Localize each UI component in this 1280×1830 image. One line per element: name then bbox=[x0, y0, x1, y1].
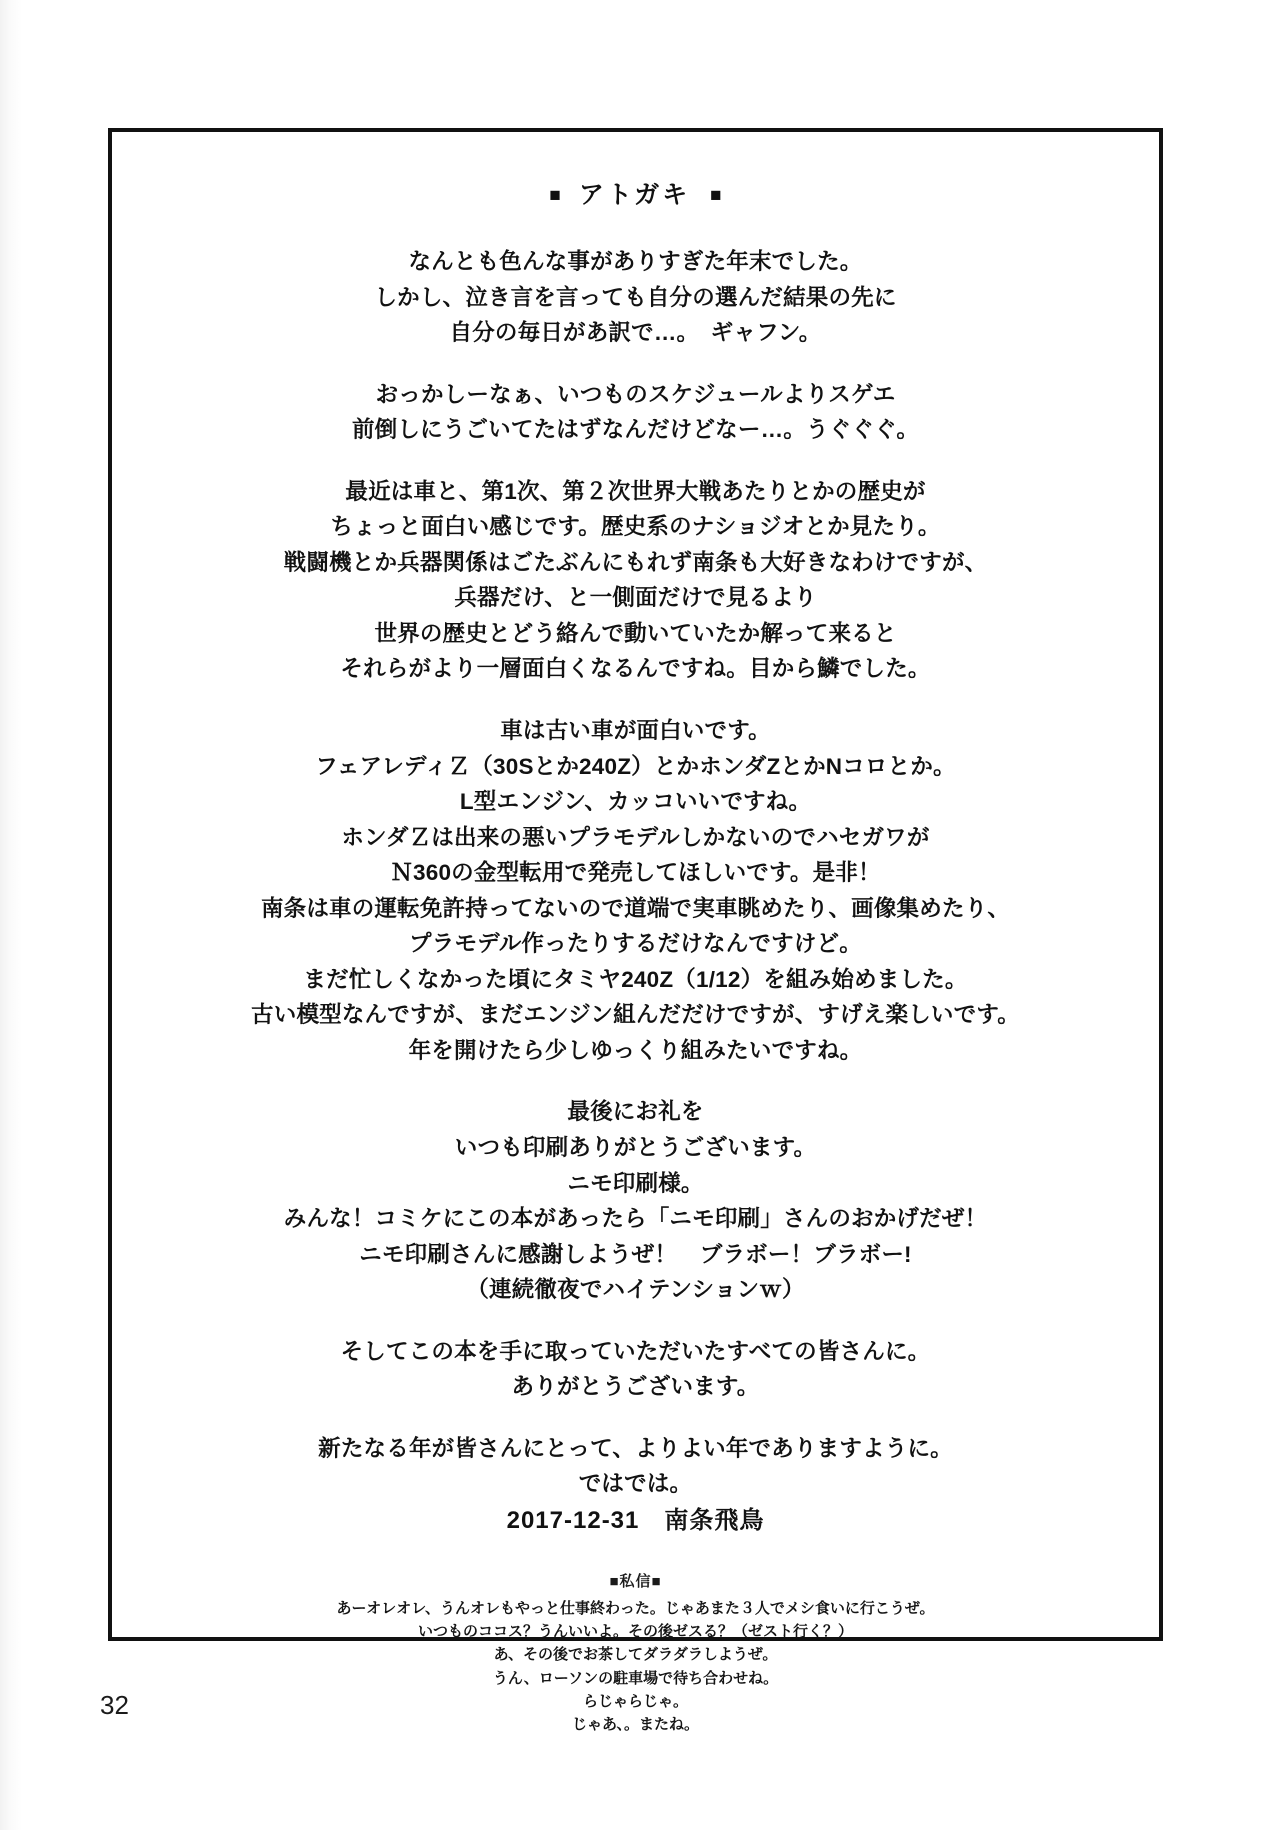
paragraph-5 bbox=[146, 1094, 1125, 1307]
paragraph-1 bbox=[146, 244, 1125, 351]
text-line: 古い模型なんですが、まだエンジン組んだだけですが、すげえ楽しいです。 bbox=[251, 1002, 1020, 1028]
text-line: ホンダＺは出来の悪いプラモデルしかないのでハセガワが bbox=[341, 824, 930, 850]
text-line: ニモ印刷さんに感謝しようぜ！ ブラボー！ブラボー! bbox=[359, 1241, 912, 1267]
text-line: （連続徹夜でハイテンションｗ） bbox=[466, 1277, 805, 1303]
text-line: 南条は車の運転免許持ってないので道端で実車眺めたり、画像集めたり、 bbox=[260, 895, 1011, 921]
signature-line: 2017-12-31 南条飛鳥 bbox=[506, 1506, 765, 1534]
text-line: フェアレディＺ（30Sとか240Z）とかホンダZとかNコロとか。 bbox=[315, 753, 956, 779]
text-line: あーオレオレ、うんオレもやっと仕事終わった。じゃあまた３人でメシ食いに行こうぜ。 bbox=[336, 1599, 935, 1617]
text-line: ニモ印刷様。 bbox=[567, 1170, 704, 1196]
text-line: 最近は車と、第1次、第２次世界大戦あたりとかの歴史が bbox=[345, 478, 926, 504]
text-line: L型エンジン、カッコいいですね。 bbox=[459, 789, 812, 815]
text-line: 前倒しにうごいてたはずなんだけどなー…。うぐぐぐ。 bbox=[351, 417, 920, 443]
text-line: まだ忙しくなかった頃にタミヤ240Z（1/12）を組み始めました。 bbox=[303, 966, 968, 992]
paragraph-2 bbox=[146, 377, 1125, 448]
paragraph-3 bbox=[146, 474, 1125, 687]
text-line: Ｎ360の金型転用で発売してほしいです。是非！ bbox=[390, 860, 881, 886]
page-number: 32 bbox=[100, 1690, 129, 1720]
square-marker-right-icon: ■ bbox=[710, 185, 722, 206]
afterword-body bbox=[146, 244, 1125, 1540]
text-line: ちょっと面白い感じです。歴史系のナショジオとか見たり。 bbox=[330, 514, 941, 540]
postscript-body bbox=[146, 1597, 1125, 1737]
text-line: うん、ローソンの駐車場で待ち合わせね。 bbox=[492, 1669, 779, 1687]
text-line: 兵器だけ、と一側面だけで見るより bbox=[454, 585, 817, 611]
square-marker-left-icon: ■ bbox=[549, 185, 561, 206]
text-line: おっかしーなぁ、いつものスケジュールよりスゲエ bbox=[375, 381, 896, 407]
text-line: ありがとうございます。 bbox=[511, 1374, 760, 1400]
page-edge-shadow bbox=[0, 0, 22, 1830]
text-line: しかし、泣き言を言っても自分の選んだ結果の先に bbox=[374, 284, 897, 310]
text-line: プラモデル作ったりするだけなんですけど。 bbox=[409, 931, 862, 957]
text-line: いつものココス？うんいいよ。その後ゼスる？（ゼスト行く？） bbox=[417, 1623, 853, 1641]
paragraph-6 bbox=[146, 1334, 1125, 1405]
text-line: それらがより一層面白くなるんですね。目から鱗でした。 bbox=[340, 656, 931, 682]
text-line: じゃあ、。またね。 bbox=[572, 1716, 699, 1734]
text-line: 戦闘機とか兵器関係はごたぶんにもれず南条も大好きなわけですが、 bbox=[283, 549, 988, 575]
text-line: 年を開けたら少しゆっくり組みたいですね。 bbox=[408, 1037, 863, 1063]
text-line: 自分の毎日があ訳で…。 ギャフン。 bbox=[449, 320, 822, 346]
paragraph-7 bbox=[146, 1431, 1125, 1540]
text-line: 新たなる年が皆さんにとって、よりよい年でありますように。 bbox=[318, 1435, 953, 1461]
text-line: 最後にお礼を bbox=[567, 1099, 704, 1125]
text-line: ではでは。 bbox=[578, 1471, 693, 1497]
afterword-title-text: アトガキ bbox=[578, 181, 691, 209]
text-line: 世界の歴史とどう絡んで動いていたか解って来ると bbox=[374, 620, 897, 646]
text-line: 車は古い車が面白いです。 bbox=[500, 718, 771, 744]
postscript-title: ■私信■ bbox=[609, 1572, 662, 1590]
paragraph-4 bbox=[146, 713, 1125, 1068]
text-line: みんな！コミケにこの本があったら「ニモ印刷」さんのおかげだぜ！ bbox=[283, 1206, 988, 1232]
text-line: あ、その後でお茶してダラダラしようぜ。 bbox=[493, 1646, 778, 1664]
page-title bbox=[146, 180, 1125, 210]
text-line: そしてこの本を手に取っていただいたすべての皆さんに。 bbox=[340, 1338, 931, 1364]
text-line: いつも印刷ありがとうございます。 bbox=[454, 1135, 817, 1161]
text-line: なんとも色んな事がありすぎた年末でした。 bbox=[408, 249, 863, 274]
text-line: らじゃらじゃ。 bbox=[582, 1692, 688, 1710]
